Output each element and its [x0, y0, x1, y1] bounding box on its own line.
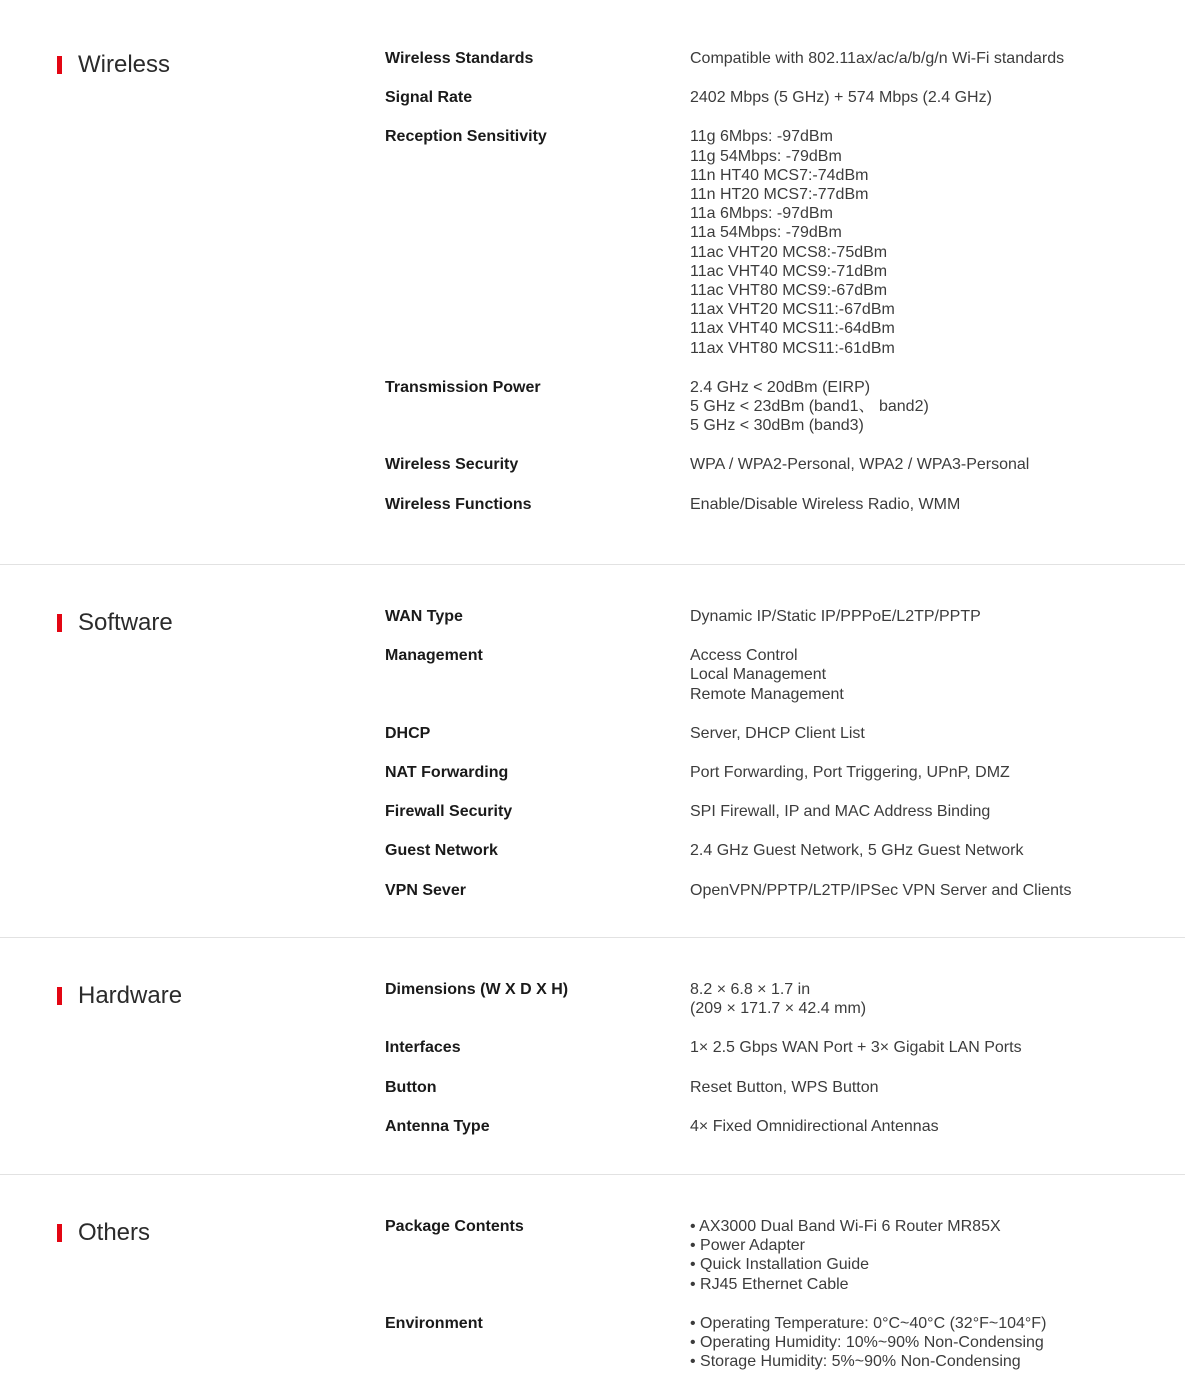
spec-row-wireless-standards — [385, 49, 1185, 68]
spec-row-package-contents — [385, 1217, 1185, 1294]
spec-value — [690, 841, 1023, 860]
spec-label: Wireless Functions — [385, 495, 532, 513]
spec-label: Wireless Security — [385, 456, 519, 474]
spec-value-line: 11a 6Mbps: -97dBm — [690, 205, 833, 223]
spec-row-guest-network — [385, 841, 1185, 860]
spec-value-line: WPA / WPA2-Personal, WPA2 / WPA3-Personal — [690, 456, 1030, 474]
spec-value — [690, 881, 1072, 900]
spec-value-line: 2.4 GHz < 20dBm (EIRP) — [690, 378, 871, 396]
spec-value-line: • AX3000 Dual Band Wi-Fi 6 Router MR85X — [690, 1218, 1001, 1235]
spec-row-nat-forwarding — [385, 763, 1185, 782]
spec-row-reception-sensitivity — [385, 127, 1185, 357]
spec-row-signal-rate — [385, 88, 1185, 107]
spec-value-line: Port Forwarding, Port Triggering, UPnP, DMZ — [690, 764, 1010, 782]
accent-bar — [57, 614, 62, 632]
spec-value-line: Server, DHCP Client List — [690, 724, 865, 742]
spec-value — [690, 1117, 939, 1136]
spec-row-antenna-type — [385, 1117, 1185, 1136]
spec-value-line: Enable/Disable Wireless Radio, WMM — [690, 495, 961, 513]
spec-value-line: Remote Management — [690, 685, 844, 703]
spec-value-line: • RJ45 Ethernet Cable — [690, 1275, 849, 1293]
spec-label: Antenna Type — [385, 1117, 490, 1135]
section-title — [57, 1219, 385, 1247]
section-header — [0, 609, 385, 937]
spec-row-environment — [385, 1314, 1185, 1372]
spec-row-button — [385, 1078, 1185, 1097]
spec-value-line: 11ax VHT80 MCS11:-61dBm — [690, 339, 895, 357]
spec-value-line: • Quick Installation Guide — [690, 1256, 870, 1274]
spec-value — [690, 980, 866, 1018]
section-title-text: Hardware — [78, 982, 183, 1009]
spec-value — [690, 88, 992, 107]
spec-rows — [385, 49, 1185, 564]
spec-label: NAT Forwarding — [385, 764, 509, 782]
section-header — [0, 982, 385, 1174]
spec-value — [690, 49, 1064, 68]
spec-value-line: Dynamic IP/Static IP/PPPoE/L2TP/PPTP — [690, 608, 981, 625]
section-software — [0, 565, 1185, 938]
spec-value — [690, 802, 990, 821]
section-header — [0, 51, 385, 564]
accent-bar — [57, 987, 62, 1005]
section-title-text: Others — [78, 1219, 151, 1246]
spec-row-interfaces — [385, 1038, 1185, 1057]
spec-value-line: 4× Fixed Omnidirectional Antennas — [690, 1117, 939, 1135]
spec-label: Firewall Security — [385, 803, 513, 821]
section-wireless — [0, 0, 1185, 565]
spec-value-line: 2402 Mbps (5 GHz) + 574 Mbps (2.4 GHz) — [690, 89, 992, 107]
spec-label: Button — [385, 1078, 437, 1096]
spec-value-line: 5 GHz < 30dBm (band3) — [690, 417, 864, 435]
spec-rows — [385, 607, 1185, 937]
spec-label: DHCP — [385, 724, 431, 742]
spec-row-wireless-security — [385, 455, 1185, 474]
spec-row-dhcp — [385, 724, 1185, 743]
spec-value-line: 11ax VHT20 MCS11:-67dBm — [690, 301, 895, 319]
spec-label: Wireless Standards — [385, 50, 534, 67]
section-title-text: Software — [78, 609, 173, 636]
accent-bar — [57, 1224, 62, 1242]
accent-bar — [57, 56, 62, 74]
spec-value-line: • Operating Temperature: 0°C~40°C (32°F~104°F) — [690, 1314, 1047, 1332]
spec-value-line: SPI Firewall, IP and MAC Address Binding — [690, 803, 991, 821]
spec-label: WAN Type — [385, 608, 463, 625]
spec-value — [690, 127, 895, 357]
spec-value — [690, 646, 844, 704]
spec-value-line: • Storage Humidity: 5%~90% Non-Condensing — [690, 1353, 1021, 1371]
spec-label: Dimensions (W X D X H) — [385, 981, 569, 998]
spec-row-dimensions-w-x-d-x-h — [385, 980, 1185, 1018]
spec-label: Reception Sensitivity — [385, 128, 547, 146]
section-title — [57, 982, 385, 1010]
spec-label: Transmission Power — [385, 378, 541, 396]
spec-value-line: Local Management — [690, 666, 827, 684]
spec-value — [690, 378, 929, 436]
spec-value-line: 8.2 × 6.8 × 1.7 in — [690, 981, 811, 998]
spec-value — [690, 1217, 1001, 1294]
spec-value-line: Compatible with 802.11ax/ac/a/b/g/n Wi-Fi standards — [690, 50, 1065, 67]
spec-rows — [385, 1217, 1185, 1398]
spec-value — [690, 607, 981, 626]
spec-label: Guest Network — [385, 842, 498, 860]
spec-row-management — [385, 646, 1185, 704]
spec-value — [690, 724, 865, 743]
spec-row-wireless-functions — [385, 495, 1185, 514]
spec-label: Environment — [385, 1314, 483, 1332]
spec-value-line: 11n HT20 MCS7:-77dBm — [690, 186, 869, 204]
spec-row-transmission-power — [385, 378, 1185, 436]
spec-value-line: 11n HT40 MCS7:-74dBm — [690, 166, 869, 184]
spec-value-line: 11g 6Mbps: -97dBm — [690, 128, 833, 146]
spec-value-line: Reset Button, WPS Button — [690, 1078, 879, 1096]
section-title-text: Wireless — [78, 51, 171, 78]
spec-value — [690, 455, 1029, 474]
spec-value-line: 1× 2.5 Gbps WAN Port + 3× Gigabit LAN Ports — [690, 1039, 1022, 1057]
spec-value-line: Access Control — [690, 647, 798, 665]
spec-value-line: 11ac VHT40 MCS9:-71dBm — [690, 262, 888, 280]
spec-row-vpn-sever — [385, 881, 1185, 900]
spec-label: VPN Sever — [385, 881, 466, 899]
spec-value-line: 11ax VHT40 MCS11:-64dBm — [690, 320, 895, 338]
section-header — [0, 1219, 385, 1398]
spec-label: Package Contents — [385, 1218, 524, 1235]
spec-value-line: OpenVPN/PPTP/L2TP/IPSec VPN Server and Clients — [690, 881, 1072, 899]
spec-value-line: 11g 54Mbps: -79dBm — [690, 147, 842, 165]
section-title — [57, 51, 385, 79]
spec-value-line: 5 GHz < 23dBm (band1、 band2) — [690, 398, 929, 416]
spec-value — [690, 1078, 879, 1097]
spec-value — [690, 495, 960, 514]
spec-value-line: 11a 54Mbps: -79dBm — [690, 224, 842, 242]
spec-row-wan-type — [385, 607, 1185, 626]
spec-label: Interfaces — [385, 1039, 461, 1057]
section-others — [0, 1175, 1185, 1398]
spec-value-line: 11ac VHT20 MCS8:-75dBm — [690, 243, 888, 261]
spec-value — [690, 1314, 1046, 1372]
spec-value-line: • Power Adapter — [690, 1237, 805, 1255]
section-hardware — [0, 938, 1185, 1175]
spec-value — [690, 763, 1010, 782]
spec-label: Management — [385, 647, 483, 665]
spec-value-line: • Operating Humidity: 10%~90% Non-Condensing — [690, 1334, 1044, 1352]
spec-value-line: 2.4 GHz Guest Network, 5 GHz Guest Network — [690, 842, 1024, 860]
spec-rows — [385, 980, 1185, 1174]
spec-value — [690, 1038, 1022, 1057]
spec-label: Signal Rate — [385, 89, 473, 107]
spec-value-line: (209 × 171.7 × 42.4 mm) — [690, 1000, 867, 1018]
section-title — [57, 609, 385, 637]
spec-value-line: 11ac VHT80 MCS9:-67dBm — [690, 282, 888, 300]
spec-row-firewall-security — [385, 802, 1185, 821]
